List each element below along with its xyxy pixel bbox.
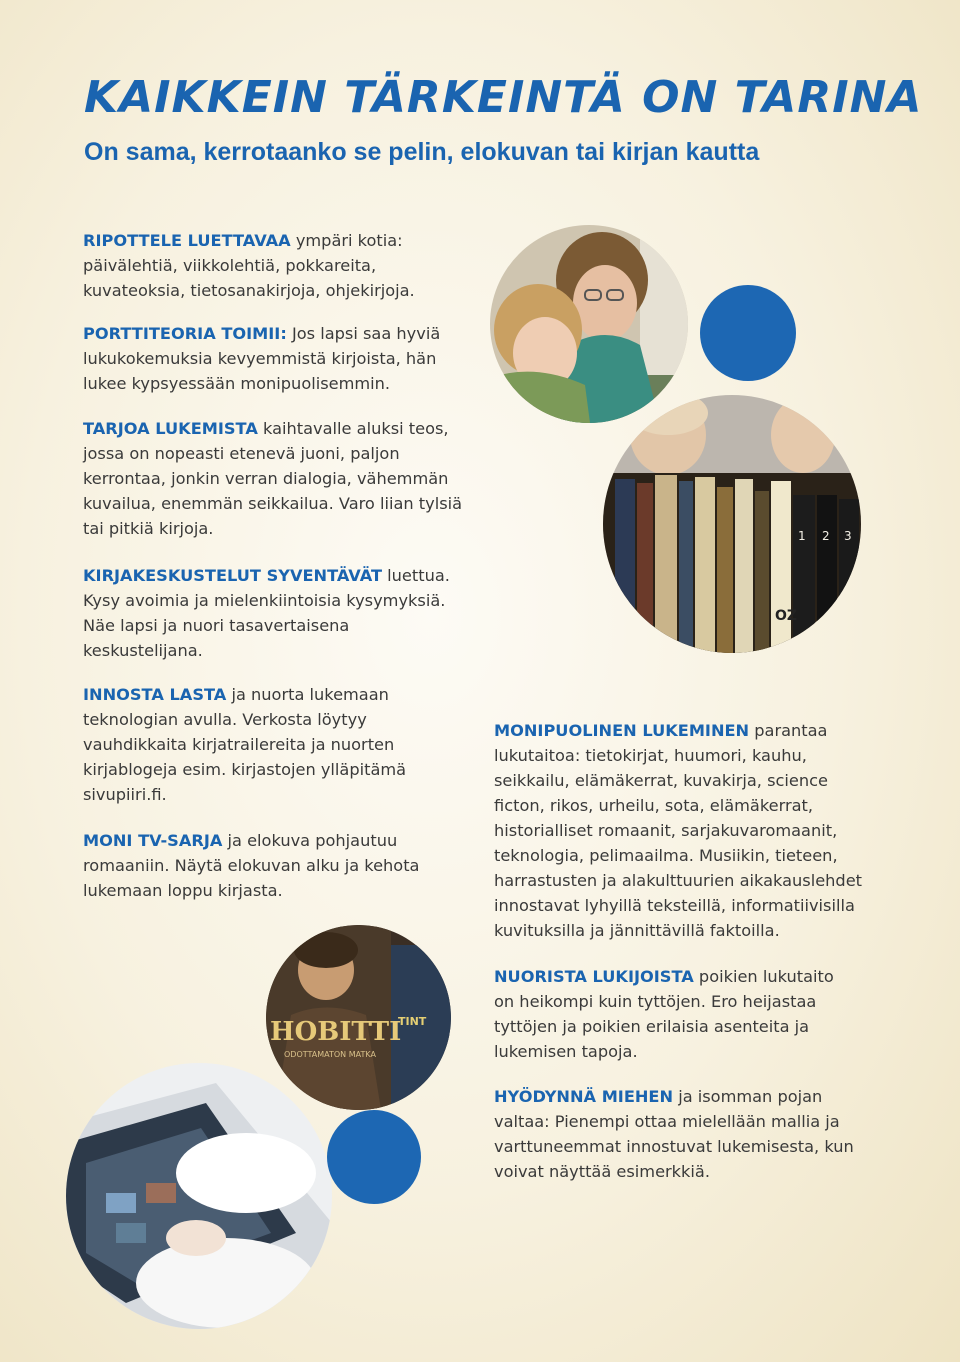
decorative-dot xyxy=(327,1110,421,1204)
page-subtitle: On sama, kerrotaanko se pelin, elokuvan tai kirjan kautta xyxy=(84,138,760,166)
tip-text: ja isomman pojan valtaa: Pienempi ottaa mielellään mallia ja varttuneemmat innostuvat lukemisesta, kun voivat näyttää esimerkkiä. xyxy=(494,1087,854,1181)
tip-text: Jos lapsi saa hyviä lukukokemuksia kevyemmistä kirjoista, hän lukee kypsyessään monipuolisemmin. xyxy=(83,324,441,393)
tip-paragraph xyxy=(494,718,874,943)
tip-paragraph xyxy=(83,563,463,663)
tip-paragraph xyxy=(83,682,413,807)
tip-text: poikien lukutaito on heikompi kuin tyttöjen. Ero heijastaa tyttöjen ja poikien erilaisia asenteita ja lukemisen tapoja. xyxy=(494,967,834,1061)
page-title: KAIKKEIN TÄRKEINTÄ ON TARINA xyxy=(84,72,923,123)
tip-paragraph xyxy=(494,1084,864,1184)
book-spine-label: 3 xyxy=(844,529,852,543)
tip-text: ja elokuva pohjautuu romaaniin. Näytä elokuvan alku ja kehota lukemaan loppu kirjasta. xyxy=(83,831,420,900)
tip-text: ympäri kotia: päivälehtiä, viikkolehtiä, pokkareita, kuvateoksia, tietosanakirjoja, ohjekirjoja. xyxy=(83,231,415,300)
tip-lead: RIPOTTELE LUETTAVAA xyxy=(83,231,291,250)
book-spine-label: 2 xyxy=(822,529,830,543)
tip-lead: KIRJAKESKUSTELUT SYVENTÄVÄT xyxy=(83,566,383,585)
poster-side-label: TINT xyxy=(398,1015,427,1028)
children-reading-photo xyxy=(490,225,688,423)
tip-lead: NUORISTA LUKIJOISTA xyxy=(494,967,694,986)
tip-text: ja nuorta lukemaan teknologian avulla. Verkosta löytyy vauhdikkaita kirjatrailereita ja nuorten kirjablogeja esim. kirjastojen ylläpitämä sivupiiri.fi. xyxy=(83,685,407,804)
tip-text: parantaa lukutaitoa: tietokirjat, huumori, kauhu, seikkailu, elämäkerrat, kuvakirja, science ficton, rikos, urheilu, sota, elämäkerrat, historialliset romaanit, sarjakuvaromaanit, teknologia, pelimaailma. Musiikin, tieteen, harrastusten ja alakulttuurien aikakauslehdet innostavat lyhyillä teksteillä, informatiivisilla kuvituksilla ja jännittävillä faktoilla. xyxy=(494,721,862,940)
tip-lead: TARJOA LUKEMISTA xyxy=(83,419,258,438)
tip-paragraph xyxy=(83,228,473,303)
tip-text: kaihtavalle aluksi teos, jossa on nopeasti etenevä juoni, paljon kerrontaa, jonkin verran dialogia, vähemmän kuvailua, enemmän seikkailua. Varo liian tylsiä tai pitkiä kirjoja. xyxy=(83,419,463,538)
book-spine-label: 1 xyxy=(798,529,806,543)
tip-paragraph xyxy=(83,321,473,396)
tip-lead: MONI TV-SARJA xyxy=(83,831,223,850)
tip-lead: HYÖDYNNÄ MIEHEN xyxy=(494,1087,674,1106)
tip-text: luettua. Kysy avoimia ja mielenkiintoisia kysymyksiä. Näe lapsi ja nuori tasavertaisena keskustelijana. xyxy=(83,566,450,660)
tip-paragraph xyxy=(83,416,473,541)
bookshelf-photo xyxy=(603,395,861,653)
movie-poster-photo xyxy=(266,925,451,1110)
poster-title: HOBITTI xyxy=(270,1017,402,1047)
poster-subtitle: ODOTTAMATON MATKA xyxy=(284,1050,376,1059)
tip-lead: INNOSTA LASTA xyxy=(83,685,227,704)
tablet-hands-photo xyxy=(66,1063,332,1329)
tip-paragraph xyxy=(83,828,423,903)
decorative-dot xyxy=(700,285,796,381)
tip-paragraph xyxy=(494,964,844,1064)
tip-lead: MONIPUOLINEN LUKEMINEN xyxy=(494,721,750,740)
tip-lead: PORTTITEORIA TOIMII: xyxy=(83,324,287,343)
book-spine-label: OZ xyxy=(775,608,798,624)
